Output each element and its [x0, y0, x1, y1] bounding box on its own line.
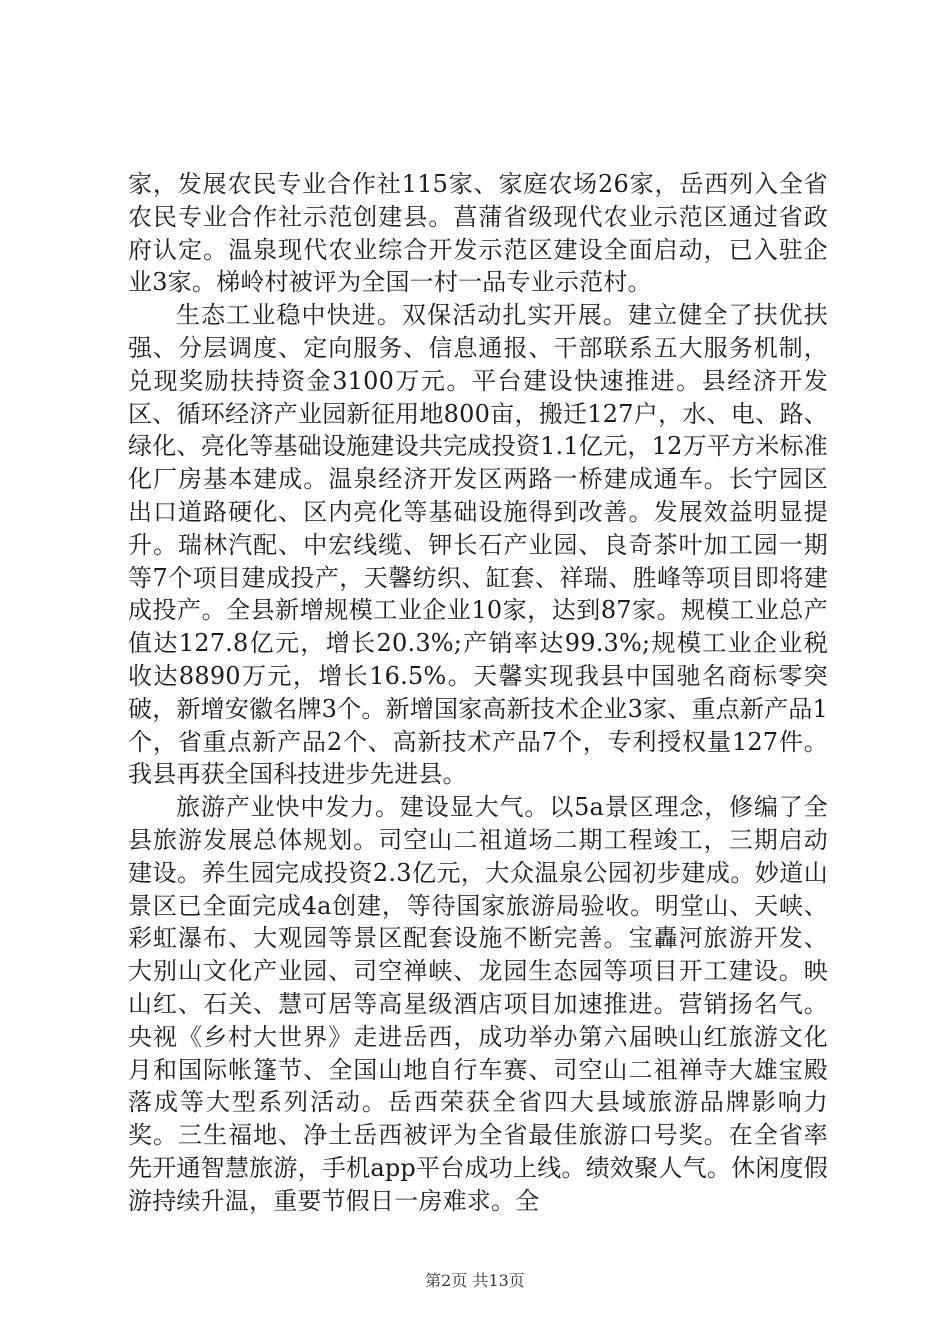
paragraph-agriculture-continued: 家，发展农民专业合作社115家、家庭农场26家，岳西列入全省农民专业合作社示范创建县。菖蒲省级现代农业示范区通过省政府认定。温泉现代农业综合开发示范区建设全面启动，已入驻企业3家。梯岭村被评为全国一村一品专业示范村。: [128, 170, 828, 297]
page-number-footer: 第2页 共13页: [425, 1271, 525, 1290]
paragraph-tourism-industry: 旅游产业快中发力。建设显大气。以5a景区理念，修编了全县旅游发展总体规划。司空山二祖道场二期工程竣工，三期启动建设。养生园完成投资2.3亿元，大众温泉公园初步建成。妙道山景区已全面完成4a创建，等待国家旅游局验收。明堂山、天峡、彩虹瀑布、大观园等景区配套设施不断完善。宝轟河旅游开发、大别山文化产业园、司空禅峡、龙园生态园等项目开工建设。映山红、石关、慧可居等高星级酒店项目加速推进。营销扬名气。央视《乡村大世界》走进岳西，成功举办第六届映山红旅游文化月和国际帐篷节、全国山地自行车赛、司空山二祖禅寺大雄宝殿落成等大型系列活动。岳西荣获全省四大县域旅游品牌影响力奖。三生福地、净土岳西被评为全省最佳旅游口号奖。在全省率先开通智慧旅游，手机app平台成功上线。绩效聚人气。休闲度假游持续升温，重要节假日一房难求。全: [128, 793, 828, 1215]
document-body: [128, 168, 828, 1218]
paragraph-ecological-industry: 生态工业稳中快进。双保活动扎实开展。建立健全了扶优扶强、分层调度、定向服务、信息通报、干部联系五大服务机制，兑现奖励扶持资金3100万元。平台建设快速推进。县经济开发区、循环经济产业园新征用地800亩，搬迁127户，水、电、路、绿化、亮化等基础设施建设共完成投资1.1亿元，12万平方米标准化厂房基本建成。温泉经济开发区两路一桥建成通车。长宁园区出口道路硬化、区内亮化等基础设施得到改善。发展效益明显提升。瑞林汽配、中宏线缆、钾长石产业园、良奇茶叶加工园一期等7个项目建成投产，天馨纺织、缸套、祥瑞、胜峰等项目即将建成投产。全县新增规模工业企业10家，达到87家。规模工业总产值达127.8亿元，增长20.3%;产销率达99.3%;规模工业企业税收达8890万元，增长16.5%。天馨实现我县中国驰名商标零突破，新增安徽名牌3个。新增国家高新技术企业3家、重点新产品1个，省重点新产品2个、高新技术产品7个，专利授权量127件。我县再获全国科技进步先进县。: [128, 301, 828, 789]
